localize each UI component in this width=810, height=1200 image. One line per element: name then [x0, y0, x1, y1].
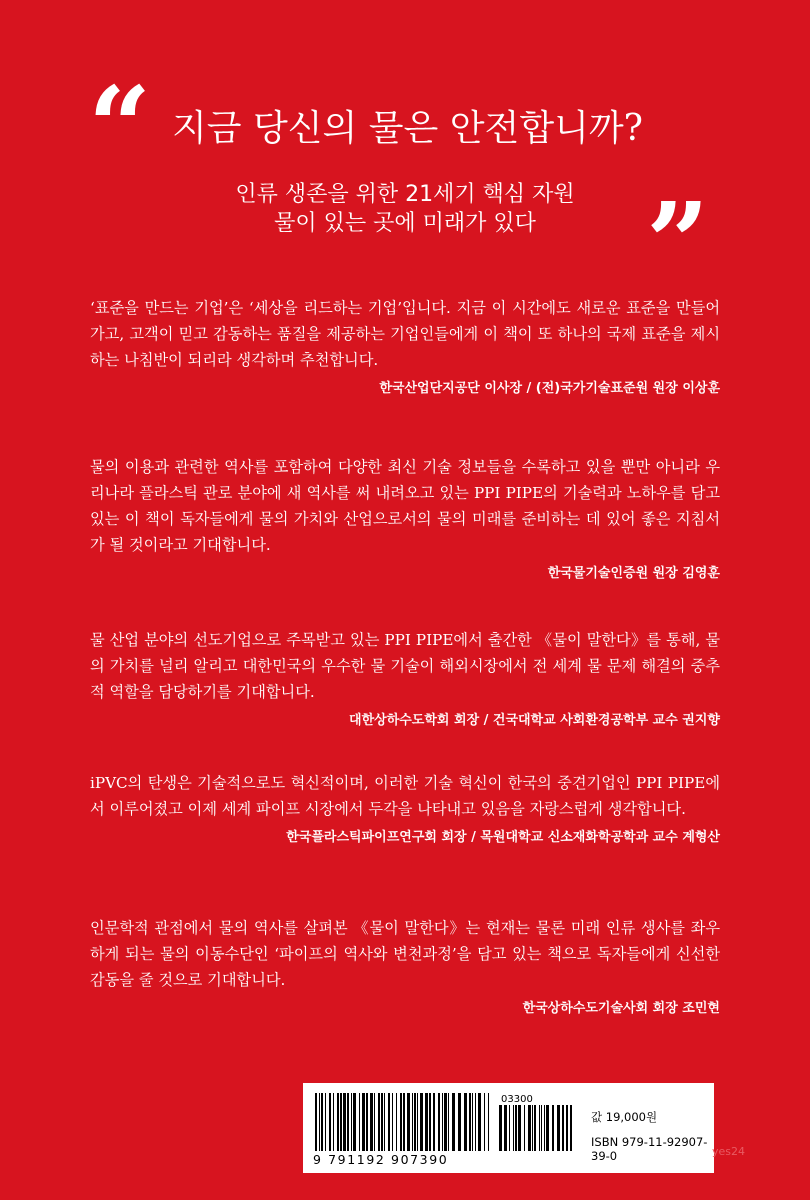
barcode-bar	[442, 1093, 443, 1151]
endorsement-text: iPVC의 탄생은 기술적으로도 혁신적이며, 이러한 기술 혁신이 한국의 중견기업인 PPI PIPE에서 이루어졌고 이제 세계 파이프 시장에서 두각을 나타내고 있음을 자랑스럽게 생각합니다.	[90, 774, 720, 818]
barcode-bar	[351, 1093, 352, 1151]
endorsement-signature: 한국플라스틱파이프연구회 회장 / 목원대학교 신소재화학공학과 교수 계형산	[286, 830, 720, 845]
endorsement-signature: 한국산업단지공단 이사장 / (전)국가기술표준원 원장 이상훈	[379, 381, 720, 396]
barcode-bar	[469, 1093, 471, 1151]
barcode-panel	[303, 1083, 714, 1173]
endorsement-signature: 한국상하수도기술사회 회장 조민현	[522, 1001, 720, 1016]
isbn-barcode	[311, 1091, 583, 1167]
endorsement-text: 물 산업 분야의 선도기업으로 주목받고 있는 PPI PIPE에서 출간한 《물이 말한다》를 통해, 물의 가치를 널리 알리고 대한민국의 우수한 물 기술이 해외시장에서 전 세계 물 문제 해결의 중추적 역할을 담당하기를 기대합니다.	[90, 631, 720, 701]
barcode-bar	[347, 1093, 349, 1151]
barcode-bar	[388, 1093, 390, 1151]
subline-1: 인류 생존을 위한 21세기 핵심 자원	[235, 182, 575, 207]
barcode-main-bars	[315, 1093, 489, 1151]
endorsement-1	[90, 295, 720, 396]
barcode-bar	[475, 1093, 476, 1151]
barcode-digits: 9 791192 907390	[313, 1152, 449, 1167]
barcode-addon-bars	[499, 1105, 572, 1151]
barcode-bar	[425, 1093, 428, 1151]
endorsement-signature: 한국물기술인증원 원장 김영훈	[547, 566, 720, 581]
barcode-bar	[452, 1093, 455, 1151]
barcode-bar	[518, 1105, 521, 1151]
barcode-bar	[472, 1093, 473, 1151]
barcode-bar	[458, 1093, 461, 1151]
barcode-bar	[384, 1093, 385, 1151]
endorsement-text: 물의 이용과 관련한 역사를 포함하여 다양한 최신 기술 정보들을 수록하고 있을 뿐만 아니라 우리나라 플라스틱 관로 분야에 새 역사를 써 내려오고 있는 PPI PIPE의 기술력과 노하우를 담고 있는 이 책이 독자들에게 물의 가치와 산업으로서의 물의 미래를 준비하는 데 있어 좋은 지침서가 될 것이라고 기대합니다.	[90, 458, 720, 554]
barcode-bar	[488, 1093, 489, 1151]
barcode-bar	[562, 1105, 564, 1151]
endorsement-signature: 대한상하수도학회 회장 / 건국대학교 사회환경공학부 교수 권지향	[349, 713, 720, 728]
endorsement-text: 인문학적 관점에서 물의 역사를 살펴본 《물이 말한다》는 현재는 물론 미래 인류 생사를 좌우하게 되는 물의 이동수단인 ‘파이프의 역사와 변천과정’을 담고 있는 책으로 독자들에게 신선한 감동을 줄 것으로 기대합니다.	[90, 919, 720, 989]
barcode-bar	[552, 1105, 554, 1151]
barcode-bar	[570, 1105, 572, 1151]
barcode-bar	[429, 1093, 431, 1151]
barcode-bar	[378, 1093, 380, 1151]
barcode-bar	[319, 1093, 320, 1151]
barcode-bar	[417, 1093, 418, 1151]
barcode-bar	[359, 1093, 360, 1151]
barcode-bar	[396, 1093, 397, 1151]
barcode-bar	[407, 1093, 410, 1151]
barcode-bar	[541, 1105, 542, 1151]
barcode-bar	[340, 1093, 342, 1151]
barcode-bar	[315, 1093, 317, 1151]
barcode-bar	[509, 1105, 510, 1151]
barcode-bar	[524, 1105, 525, 1151]
barcode-bar	[420, 1093, 423, 1151]
barcode-bar	[438, 1093, 440, 1151]
barcode-bar	[528, 1105, 531, 1151]
price-label: 값 19,000원	[591, 1110, 658, 1124]
barcode-bar	[362, 1093, 365, 1151]
isbn-label: ISBN 979-11-92907-39-0	[591, 1135, 708, 1163]
barcode-bar	[566, 1105, 568, 1151]
endorsement-2	[90, 454, 720, 581]
endorsement-text: ‘표준을 만드는 기업’은 ‘세상을 리드하는 기업’입니다. 지금 이 시간에도 새로운 표준을 만들어 가고, 고객이 믿고 감동하는 품질을 제공하는 기업인들에게 이 책이 또 하나의 국제 표준을 제시하는 나침반이 되리라 생각하며 추천합니다.	[90, 299, 720, 369]
barcode-bar	[499, 1105, 502, 1151]
watermark: yes24	[712, 1145, 746, 1158]
barcode-bar	[484, 1093, 485, 1151]
endorsement-5	[90, 915, 720, 1016]
barcode-bar	[534, 1105, 536, 1151]
barcode-bar	[513, 1105, 514, 1151]
barcode-bar	[343, 1093, 346, 1151]
barcode-bar	[374, 1093, 375, 1151]
barcode-bar	[329, 1093, 331, 1151]
barcode-addon-code: 03300	[501, 1094, 533, 1105]
endorsement-3	[90, 627, 720, 728]
barcode-bar	[464, 1093, 467, 1151]
barcode-bar	[353, 1093, 356, 1151]
barcode-bar	[403, 1093, 405, 1151]
barcode-bar	[546, 1105, 549, 1151]
barcode-bar	[400, 1093, 402, 1151]
barcode-bar	[448, 1093, 449, 1151]
barcode-bar	[544, 1105, 545, 1151]
barcode-bar	[515, 1105, 517, 1151]
barcode-bar	[414, 1093, 416, 1151]
subline-2: 물이 있는 곳에 미래가 있다	[274, 211, 536, 236]
barcode-bar	[392, 1093, 393, 1151]
barcode-bar	[444, 1093, 447, 1151]
barcode-bar	[504, 1105, 507, 1151]
barcode-bar	[325, 1093, 326, 1151]
barcode-bar	[433, 1093, 435, 1151]
barcode-bar	[381, 1093, 383, 1151]
barcode-bar	[337, 1093, 339, 1151]
barcode-bar	[370, 1093, 373, 1151]
barcode-bar	[412, 1093, 413, 1151]
barcode-bar	[333, 1093, 334, 1151]
endorsement-4	[90, 770, 720, 845]
barcode-bar	[539, 1105, 540, 1151]
close-quote-mark: ”	[646, 178, 710, 307]
barcode-bar	[532, 1105, 533, 1151]
barcode-bar	[478, 1093, 481, 1151]
barcode-bar	[321, 1093, 323, 1151]
headline: 지금 당신의 물은 안전합니까?	[172, 108, 643, 149]
open-quote-mark: “	[88, 62, 152, 191]
barcode-bar	[366, 1093, 368, 1151]
barcode-bar	[557, 1105, 560, 1151]
